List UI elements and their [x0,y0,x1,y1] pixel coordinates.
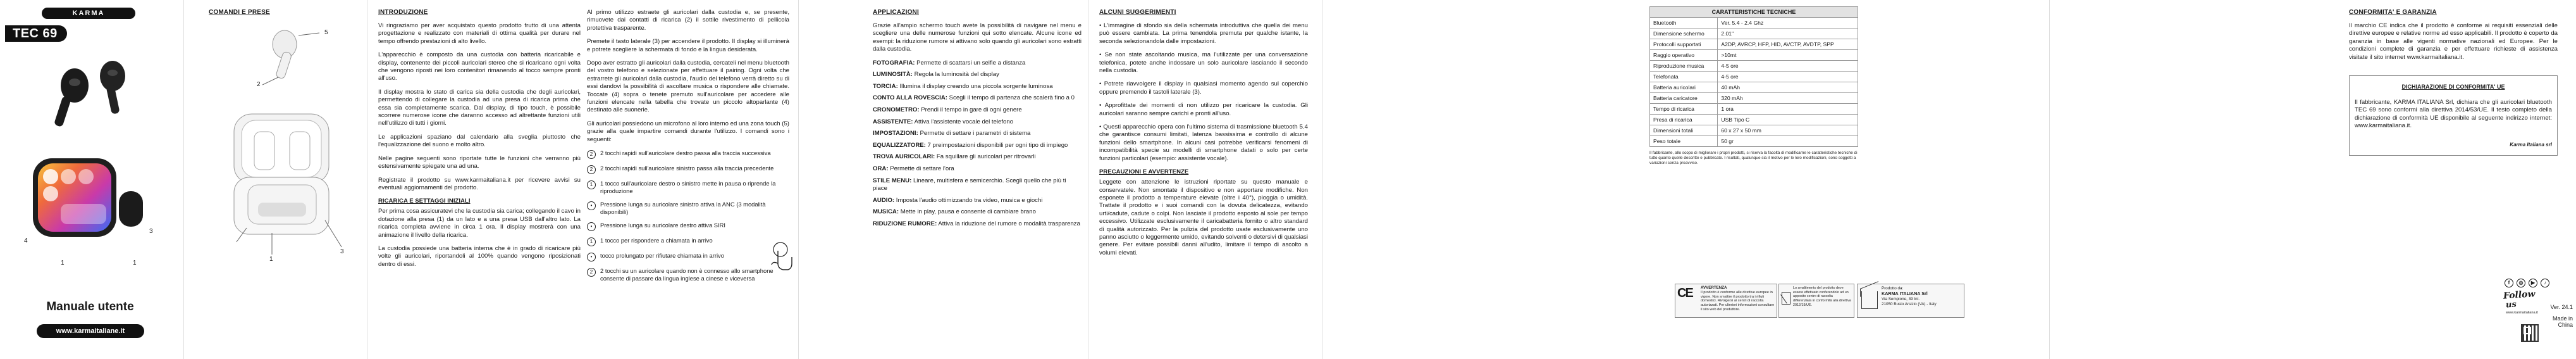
command-anc: • Pressione lunga su auricolare sinistro attiva la ANC (3 modalità disponibili) [587,201,789,216]
intro-panel [378,0,581,359]
declaration-box [2349,75,2558,156]
conformity-heading: CONFORMITA' E GARANZIA [2349,9,2437,16]
app-item: TROVA AURICOLARI: Fa squillare gli auricolari per ritrovarli [873,153,1036,161]
spec-row [1650,136,1858,147]
spec-label: Presa di ricarica [1650,115,1718,125]
spec-label: Bluetooth [1650,18,1718,28]
callout-1b: 1 [133,260,137,267]
usage-paragraph: Dopo aver estratto gli auricolari dalla custodia, cercateli nel menu bluetooth del vostro telefono e selezionate per effettuare il pairing. Ogni volta che estrarrete gli auricolari dalla custodia, l'audio del telefono verrà diretto su di essi dandovi la possibilità di ascoltare musica o rispondere alle chiamate. Toccate (4) sopra o tenete premuto sull'auricolare per accedere alle funzioni elencate nella tabella che trovate un piccolo altoparlante (4) destinato alle suonerie. [587,60,789,114]
app-item: RIDUZIONE RUMORE: Attiva la riduzione del rumore o modalità trasparenza [873,220,1080,227]
app-item: FOTOGRAFIA: Permette di scattarsi un selfie a distanza [873,59,1026,66]
earbud-side-view [119,191,143,227]
intro-paragraph: Le applicazioni spaziano dal calendario alla sveglia piuttosto che l'equalizzazione del suono e molto altro. [378,133,581,149]
fold-line [183,0,184,359]
warning-title: AVVERTENZA [1701,286,1727,290]
spec-row [1650,50,1858,61]
charging-paragraph: La custodia possiede una batteria interna che è in grado di ricaricare più volte gli auricolari, riportandoli al 100% quando vengono riposizionati dentro di essi. [378,244,581,268]
follow-website[interactable]: www.karmaitaliana.it [2506,311,2538,315]
model-label: TEC 69 [5,25,67,42]
spec-label: Protocolli supportati [1650,39,1718,50]
spec-row [1650,39,1858,50]
app-item: STILE MENU: Lineare, multisfera e semicerchio. Scegli quello che più ti piace [873,177,1066,192]
spec-value: 40 mAh [1718,82,1858,93]
tip-item: • Potrete riavvolgere il display in qualsiasi momento agendo sul coperchio oppure premendo il tastoli laterale (3). [1099,80,1308,96]
conformity-text: Il marchio CE indica che il prodotto è conforme ai requisiti essenziali delle direttive europee e relative norme ad esso applicabili. Il prodotto è coperto da garanzia in base alle vigenti normative nazionali ed Europee. Per le condizioni complete di garanzia e per effettuare richieste di assistenza visitate il sito internet www.karmaitaliana.it. [2349,22,2558,61]
specs-table [1649,6,1858,147]
qr-code-icon [2521,324,2539,342]
spec-value: 2.01" [1718,28,1858,39]
intro-paragraph: Registrate il prodotto su www.karmaitaliana.it per ricevere avvisi su eventuali aggiornamenti del prodotto. [378,176,581,191]
app-item: IMPOSTAZIONI: Permette di settare i parametri di sistema [873,130,1031,137]
youtube-icon[interactable]: ▶ [2529,279,2537,287]
warnings-paragraph: Leggete con attenzione le istruzioni riportate su questo manuale e conservatele. Non smontate il dispositivo e non apportare modifiche. Non esponete il prodotto a temperature elevate (oltre i 40°), pioggia o umidità. Trattate il prodotto e i suoi comandi con la dovuta delicatezza, evitando urti/cadute, cadute o colpi. Non lasciate il prodotto esposto al sole per tempo eccessivo. Utilizzate esclusivamente il caricabatteria fornito o altro standard di qualità autorizzato. Per la pulizia del prodotto usate esclusivamente uno panno asciutto o leggermente umido, evitando solventi o detersivi di qualsiasi genere. Per evitare possibili danni all'udito, limitare il tempo di ascolto a volumi elevati. [1099,179,1308,256]
spec-value: 50 gr [1718,136,1858,147]
facebook-icon[interactable]: f [2505,279,2513,287]
single-tap-icon: 1 [587,180,596,189]
usage-paragraph: Gli auricolari possiedono un microfono al loro interno ed una zona touch (5) grazie alla quale impartire comandi durante l'utilizzo. I comandi sono i seguenti: [587,120,789,143]
product-diagram [209,19,354,348]
charging-paragraph: Per prima cosa assicuratevi che la custodia sia carica; collegando il cavo in dotazione alla presa (1) da un lato e a una presa USB dall'altro lato. La ricarica completa avviene in circa 1 ora. Il display mostrerà con una animazione il livello della ricarica. [378,208,581,239]
tip-item: • Se non state ascoltando musica, ma l'utilizzate per una conversazione telefonica, potete anche indossare un solo auricolare lasciando il secondo nella custodia. [1099,51,1308,75]
spec-value: 4-5 ore [1718,61,1858,72]
intro-paragraph: Vi ringraziamo per aver acquistato questo prodotto frutto di una attenta progettazione e realizzato con materiali di ottima qualità per durare nel tempo offrendo prestazioni di alto livello. [378,22,581,45]
comp-callout-2: 2 [257,81,261,88]
app-item: ASSISTENTE: Attiva l'assistente vocale del telefono [873,118,1014,125]
manufacturer-label [1857,284,1964,318]
touch-commands-list [587,149,789,282]
intro-paragraph: Nelle pagine seguenti sono riportate tutte le funzioni che verranno più estensivamente spiegate una ad una. [378,154,581,170]
spec-value: USB Tipo C [1718,115,1858,125]
spec-value: Ver. 5.4 - 2.4 Ghz [1718,18,1858,28]
declaration-signature: Karma Italiana srl [2510,141,2552,148]
app-item: AUDIO: Imposta l'audio ottimizzando tra video, musica e giochi [873,196,1043,204]
declaration-title: DICHIARAZIONE DI CONFORMITA' UE [2401,84,2505,91]
cover-panel [0,0,180,359]
callout-3: 3 [149,228,153,235]
hand-touch-icon [765,241,794,279]
long-press-icon: • [587,222,596,231]
specs-heading: CARATTERISTICHE TECNICHE [1650,7,1858,18]
command-answer-call: 1 1 tocco per rispondere a chiamata in arrivo [587,237,789,246]
maker-address: Via Sempione, 39 Int. [1882,297,1920,301]
charging-heading: RICARICA E SETTAGGI INIZIALI [378,198,471,205]
intro-heading: INTRODUZIONE [378,9,428,16]
spec-label: Dimensione schermo [1650,28,1718,39]
earbud-pair-icon [0,38,180,165]
spec-label: Batteria caricatore [1650,93,1718,104]
callout-4: 4 [24,237,28,244]
spec-row [1650,93,1858,104]
double-tap-icon: 2 [587,165,596,174]
comp-callout-3: 3 [340,248,344,255]
follow-us-text-2: us [2505,299,2517,310]
tips-panel [1099,0,1308,359]
spec-label: Telefonata [1650,72,1718,82]
tip-item: • L'immagine di sfondo sia della schermata introduttiva che quella dei menu può essere cambiata. La prima tenendola premuta per qualche istante, la seconda selezionandola dalle impostazioni. [1099,22,1308,45]
apps-list [873,60,1082,229]
components-heading: COMANDI E PRESE [209,9,270,16]
manual-title: Manuale utente [46,300,134,313]
conformity-panel [2349,0,2558,359]
instagram-icon[interactable]: ◎ [2517,279,2525,287]
usage-paragraph: Premete il tasto laterale (3) per accendere il prodotto. Il display si illuminerà e potrete scegliere la schermata di fondo e la lingua desiderata. [587,38,789,53]
tiktok-icon[interactable]: ♪ [2541,279,2549,287]
single-tap-icon: 1 [587,237,596,246]
ce-mark-icon: CE [1677,286,1692,300]
spec-row [1650,18,1858,28]
spec-row [1650,72,1858,82]
spec-row [1650,82,1858,93]
spec-label: Batteria auricolari [1650,82,1718,93]
warning-label [1675,284,1777,318]
double-tap-icon: 2 [587,150,596,159]
factory-icon [1861,291,1878,309]
fold-line [798,0,799,359]
declaration-text: Il fabbricante, KARMA ITALIANA Srl, dichiara che gli auricolari bluetooth TEC 69 sono conformi alla direttiva 2014/53/UE. Il testo completo della dichiarazione di conformità UE disponibile al seguente indirizzo internet: www.karmaitaliana.it. [2355,99,2552,130]
intro-paragraph: Il display mostra lo stato di carica sia della custodia che degli auricolari, permettendo di collegare la custodia ad una presa di ricarica prima che essa sia completamente scarica. Dal display, di tipo touch, è possibile scorrere numerose icone che daranno accesso ad altrettante funzioni utili nell'utilizzo di tutti i giorni. [378,88,581,127]
app-item: TORCIA: Illumina il display creando una piccola sorgente luminosa [873,82,1053,90]
follow-us-text: Follow [2503,289,2536,301]
spec-row [1650,104,1858,115]
spec-label: Peso totale [1650,136,1718,147]
spec-value: A2DP, AVRCP, HFP, HID, AVCTP, AVDTP, SPP [1718,39,1858,50]
social-links [2505,279,2549,287]
warnings-heading: PRECAUZIONI E AVVERTENZE [1099,168,1189,176]
command-prev-track: 2 2 tocchi rapidi sull'auricolare sinistro passa alla traccia precedente [587,165,789,174]
spec-label: Raggio operativo [1650,50,1718,61]
spec-value: 1 ora [1718,104,1858,115]
disposal-text: Lo smaltimento del prodotto deve essere effettuato conferendolo ad un apposito centro di raccolta differenziata in conformità alla direttiva 2012/19/UE. [1793,286,1851,307]
website-banner: www.karmaitaliane.it [37,324,144,338]
spec-row [1650,125,1858,136]
command-language: 2 2 tocchi su un auricolare quando non è connesso allo smartphone consente di passare da lingua inglese a cinese e viceversa [587,267,789,282]
spec-value: 320 mAh [1718,93,1858,104]
command-siri: • Pressione lunga su auricolare destro attiva SIRI [587,222,789,231]
comp-callout-1: 1 [269,256,273,263]
command-play-pause: 1 1 tocco sull'auricolare destro o sinistro mette in pausa o riprende la riproduzione [587,180,789,195]
apps-intro: Grazie all'ampio schermo touch avete la possibilità di navigare nel menu e scegliere una delle numerose funzioni qui sotto elencate. Alcune icone ed esempi: la riduzione rumore si attivano solo quando gli auricolari sono estratti dalla custodia. [873,22,1082,53]
apps-heading: APPLICAZIONI [873,9,919,16]
tip-item: • Approfittate dei momenti di non utilizzo per ricaricare la custodia. Gli auricolari saranno sempre carichi e pronti all'uso. [1099,102,1308,117]
long-press-icon: • [587,253,596,261]
brand-logo: KARMA [42,8,135,19]
spec-label: Tempo di ricarica [1650,104,1718,115]
intro-paragraph: L'apparecchio è composto da una custodia con batteria ricaricabile e display, contenente dei piccoli auricolari stereo che si ricaricano ogni volta che vengono riposti nei loro contenitori rimanendo al tocco sempre pronti all'uso. [378,51,581,82]
fold-line [2049,0,2050,359]
made-in-label: Made in China [2552,315,2573,328]
usage-paragraph: Al primo utilizzo estraete gli auricolari dalla custodia e, se presente, rimuovete dai contatti di ricarica (2) il sottile rivestimento di pellicola protettiva trasparente. [587,9,789,32]
double-tap-icon: 2 [587,268,596,277]
case-touch-screen [38,163,111,232]
app-item: CONTO ALLA ROVESCIA: Scegli il tempo di partenza che scalerà fino a 0 [873,94,1075,102]
tip-item: • Questi apparecchio opera con l'ultimo sistema di trasmissione bluetooth 5.4 che garantisce consumi limitati, latenza bassissima e controllo di alcune funzioni dello smartphone. In alcuni casi potrebbe verificarsi fenomeni di incompatibilità specie su modelli di smartphone datati o solo per certe funzioni particolari (esempio: assistente vocale). [1099,123,1308,162]
spec-row [1650,115,1858,125]
app-item: CRONOMETRO: Prendi il tempo in gare di ogni genere [873,106,1022,113]
command-reject-call: • tocco prolungato per rifiutare chiamata in arrivo [587,252,789,261]
spec-label: Riproduzione musica [1650,61,1718,72]
version-label: Ver. 24.1 [2550,304,2573,310]
tips-heading: ALCUNI SUGGERIMENTI [1099,9,1176,16]
warning-text: Il prodotto è conforme alle direttive europee in vigore. Non smaltire il prodotto tra i rifiuti domestici. Rivolgersi ai centri di raccolta autorizzati. Per ulteriori informazioni consultare il sito web del produttore. [1701,290,1775,312]
maker-name: KARMA ITALIANA Srl [1882,291,1928,296]
long-press-icon: • [587,201,596,210]
app-item: ORA: Permette di settare l'ora [873,165,954,172]
usage-panel [587,0,789,359]
maker-title: Prodotto da: [1882,286,1904,291]
maker-address: 21050 Busto Arsizio (VA) - Italy [1882,302,1937,306]
comp-callout-5: 5 [324,29,328,36]
spec-row [1650,28,1858,39]
spec-label: Dimensioni totali [1650,125,1718,136]
spec-row [1650,61,1858,72]
command-next-track: 2 2 tocchi rapidi sull'auricolare destro passa alla traccia successiva [587,149,789,159]
spec-value: 4-5 ore [1718,72,1858,82]
spec-value: >10mt [1718,50,1858,61]
disposal-label [1778,284,1854,318]
apps-panel [873,0,1082,359]
crossed-bin-icon [1782,292,1790,305]
app-item: LUMINOSITÀ: Regola la luminosità del display [873,71,999,79]
specs-note: Il fabbricante, allo scopo di migliorare i propri prodotti, si riserva la facoltà di modificarne le caratteristiche tecniche di tutto quanto quelle descritte e pubblicate. I risultati, qualunque sia il motivo per le loro modificazioni, sono soggetti a variazioni senza preavviso. [1649,151,1858,165]
app-item: MUSICA: Mette in play, pausa e consente di cambiare brano [873,208,1036,216]
app-item: EQUALIZZATORE: 7 preimpostazioni disponibili per ogni tipo di impiego [873,141,1068,149]
spec-value: 60 x 27 x 50 mm [1718,125,1858,136]
callout-1: 1 [61,260,65,267]
